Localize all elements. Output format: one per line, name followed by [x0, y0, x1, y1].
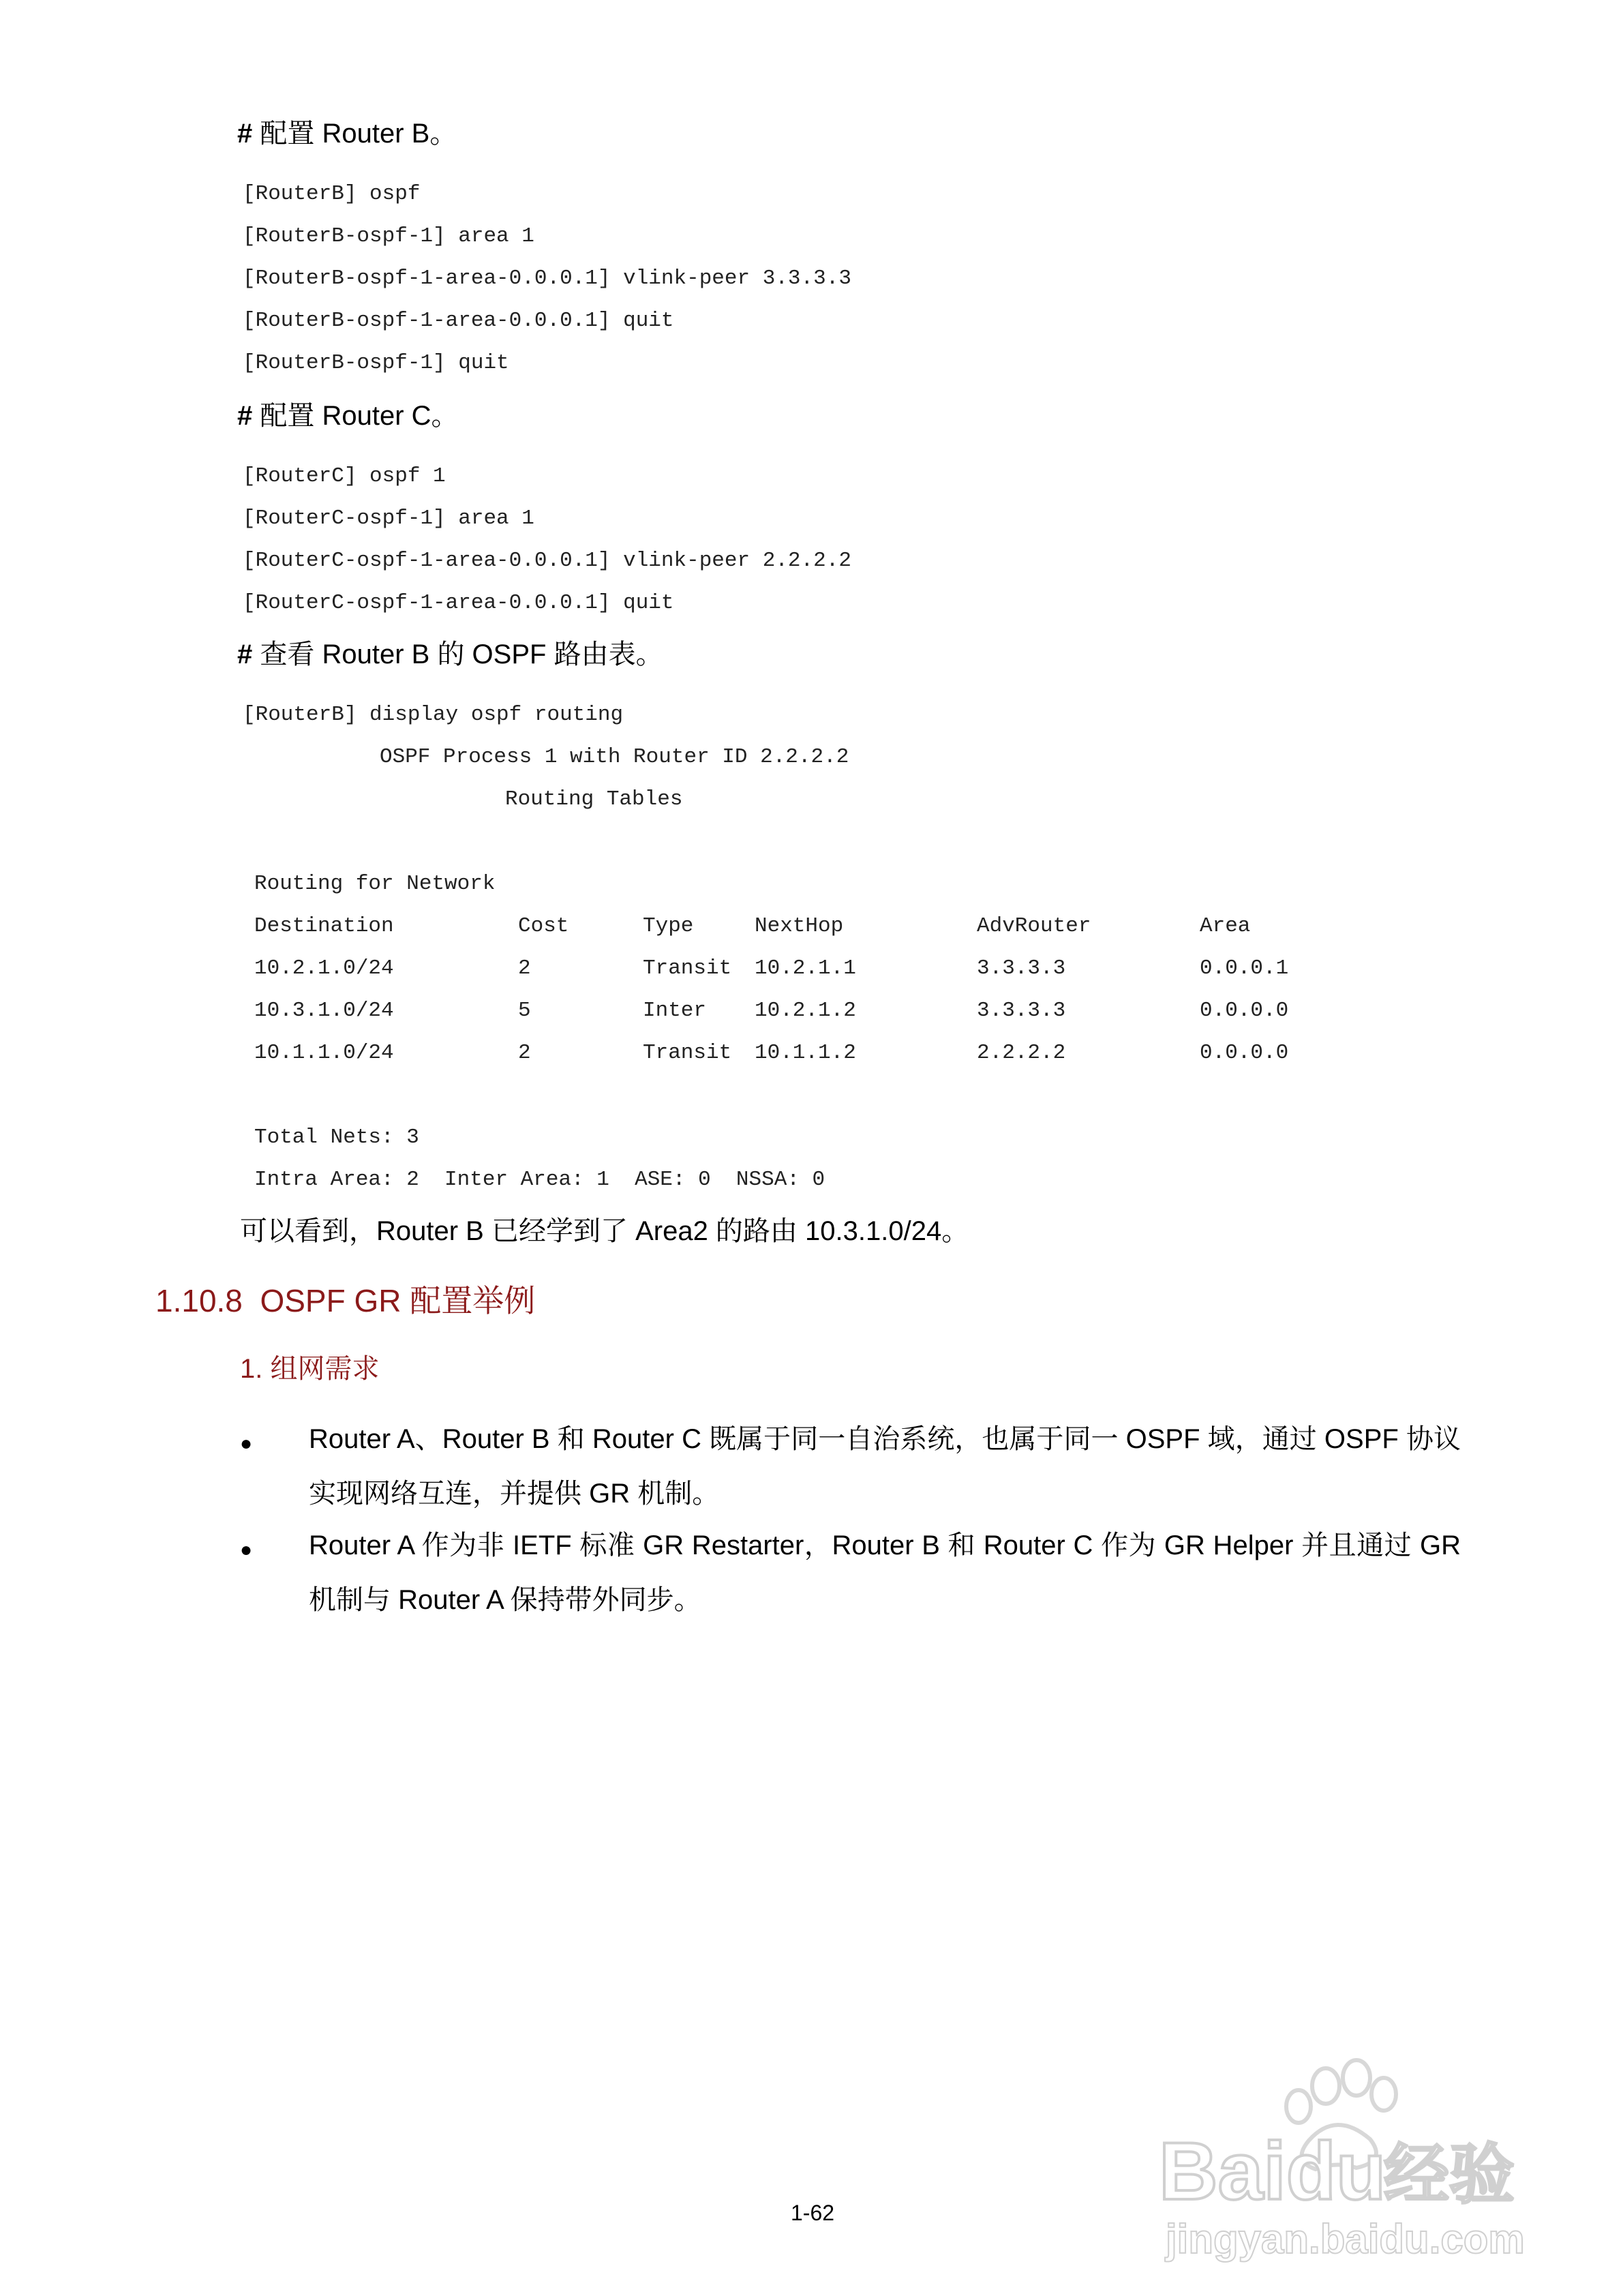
col-header-area: Area — [1200, 914, 1251, 938]
total-nets: Total Nets: 3 — [254, 1126, 419, 1149]
route-advrouter: 2.2.2.2 — [977, 1041, 1066, 1065]
route-destination: 10.1.1.0/24 — [254, 1041, 394, 1065]
route-area: 0.0.0.1 — [1200, 956, 1289, 980]
route-nexthop: 10.2.1.1 — [755, 956, 856, 980]
code-line: [RouterC-ospf-1-area-0.0.0.1] vlink-peer 2.2.2.2 — [243, 549, 851, 573]
heading-config-router-c: # 配置 Router C。 — [237, 401, 459, 431]
code-line: [RouterC-ospf-1-area-0.0.0.1] quit — [243, 591, 674, 615]
watermark-brand: Baidu — [1159, 2126, 1386, 2217]
bullet-item: Router A、Router B 和 Router C 既属于同一自治系统，也属于同一 OSPF 域，通过 OSPF 协议实现网络互连，并提供 GR 机制。 — [309, 1424, 1461, 1509]
route-type: Transit — [643, 956, 732, 980]
route-nexthop: 10.2.1.2 — [755, 999, 856, 1023]
conclusion-text: 可以看到，Router B 已经学到了 Area2 的路由 10.3.1.0/24。 — [240, 1216, 969, 1246]
col-header-destination: Destination — [254, 914, 394, 938]
route-destination: 10.2.1.0/24 — [254, 956, 394, 980]
col-header-advrouter: AdvRouter — [977, 914, 1091, 938]
bullet-marker: ● — [240, 1539, 253, 1561]
route-destination: 10.3.1.0/24 — [254, 999, 394, 1023]
code-line: Routing for Network — [254, 872, 496, 896]
page-number: 1-62 — [791, 2201, 835, 2225]
route-type: Transit — [643, 1041, 732, 1065]
route-area: 0.0.0.0 — [1200, 1041, 1289, 1065]
code-line: [RouterB-ospf-1] quit — [243, 351, 509, 375]
code-line: [RouterB-ospf-1] area 1 — [243, 224, 534, 248]
col-header-nexthop: NextHop — [755, 914, 844, 938]
code-line: [RouterC-ospf-1] area 1 — [243, 507, 534, 530]
route-cost: 2 — [518, 1041, 531, 1065]
heading-view-router-b-routing: # 查看 Router B 的 OSPF 路由表。 — [237, 639, 663, 669]
watermark-url: jingyan.baidu.com — [1166, 2216, 1525, 2262]
code-line: [RouterB] ospf — [243, 182, 421, 206]
area-summary: Intra Area: 2 Inter Area: 1 ASE: 0 NSSA: 0 — [254, 1168, 825, 1192]
col-header-type: Type — [643, 914, 694, 938]
heading-config-router-b: # 配置 Router B。 — [237, 119, 457, 149]
code-line: [RouterC] ospf 1 — [243, 464, 446, 488]
baidu-watermark — [1152, 2052, 1534, 2277]
route-area: 0.0.0.0 — [1200, 999, 1289, 1023]
subsection-title: 1. 组网需求 — [240, 1354, 380, 1384]
watermark-brand-cn: 经验 — [1384, 2136, 1515, 2213]
section-title: 1.10.8 OSPF GR 配置举例 — [155, 1283, 536, 1318]
route-cost: 5 — [518, 999, 531, 1023]
col-header-cost: Cost — [518, 914, 569, 938]
route-cost: 2 — [518, 956, 531, 980]
code-line: OSPF Process 1 with Router ID 2.2.2.2 — [380, 745, 849, 769]
bullet-marker: ● — [240, 1432, 253, 1455]
code-line: [RouterB-ospf-1-area-0.0.0.1] vlink-peer 3.3.3.3 — [243, 267, 851, 290]
code-line: Routing Tables — [505, 787, 683, 811]
route-nexthop: 10.1.1.2 — [755, 1041, 856, 1065]
route-type: Inter — [643, 999, 707, 1023]
code-line: [RouterB] display ospf routing — [243, 703, 624, 727]
route-advrouter: 3.3.3.3 — [977, 999, 1066, 1023]
route-advrouter: 3.3.3.3 — [977, 956, 1066, 980]
bullet-item: Router A 作为非 IETF 标准 GR Restarter，Router B 和 Router C 作为 GR Helper 并且通过 GR 机制与 Router A 保持带外同步。 — [309, 1530, 1461, 1615]
code-line: [RouterB-ospf-1-area-0.0.0.1] quit — [243, 309, 674, 333]
